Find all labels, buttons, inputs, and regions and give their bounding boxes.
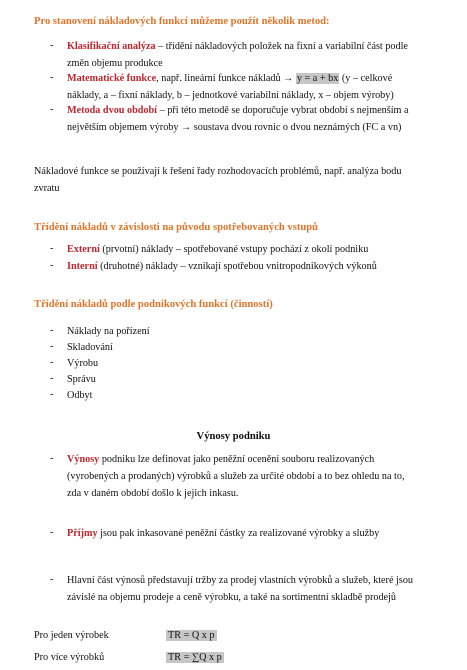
formula-label: Pro více výrobků xyxy=(34,652,105,663)
term-vynosy: Výnosy xyxy=(67,454,100,465)
term-matematicke: Matematické funkce xyxy=(67,73,157,84)
bullet-dash: - xyxy=(50,243,54,254)
section-heading-methods: Pro stanovení nákladových funkcí můžeme použít několik metod: xyxy=(34,16,330,27)
bullet-dash: - xyxy=(50,260,54,271)
intro-paragraph: Nákladové funkce se používají k řešení řady rozhodovacích problémů, např. analýza bodu zvratu xyxy=(34,166,402,194)
bullet-dash: - xyxy=(50,104,54,115)
section-heading-origin: Třídění nákladů v závislosti na původu spotřebovaných vstupů xyxy=(34,222,319,233)
formula-label: Pro jeden výrobek xyxy=(34,630,109,641)
formula-highlight: y = a + bx xyxy=(296,73,339,84)
formula-value: TR = ∑Q x p xyxy=(168,652,222,663)
formula-value: TR = Q x p xyxy=(168,630,215,641)
term-metoda-dvou-obdobi: Metoda dvou období xyxy=(67,105,158,116)
term-interni: Interní xyxy=(67,261,98,272)
section-title-vynosy: Výnosy podniku xyxy=(196,431,271,442)
document-page: Pro stanovení nákladových funkcí můžeme použít několik metod: - Klasifikační analýza – třídění nákladových položek na fixní a variabilní část podle změn objemu produkce - Matematické funkce, např. lineární funkce nákladů → y = a + bx (y – celkové náklady, a – fixní náklady, b – jednotkové variabilní náklady, x – objem výroby) - Metoda dvou období – při této metodě se doporučuje vybrat období s nejmenším a největším objemem výroby → soustava dvou rovnic o dvou neznámých (FC a vn) Nákladové funkce se používají k řešení řady rozhodovacích problémů, např. analýza bodu zvratu Třídění nákladů v závislosti na původu spotřebovaných vstupů - Externí (prvotní) náklady – spotřebované vstupy pochází z okolí podniku - Interní (druhotné) náklady – vznikají spotřebou vnitropodnikových výkonů Třídění nákladů podle podnikových funkcí (činností) - Náklady na pořízení - Skladování - Výrobu - Správu - Odbyt Výnosy podniku - Výnosy podniku lze definovat jako peněžní ocenění souboru realizovaných (vyrobených a prodaných) výrobků a služeb za určité období a to bez ohledu na to, zda v daném období došlo k jejich inkasu. - Příjmy jsou pak inkasované peněžní částky za realizované výrobky a služby - Hlavní část výnosů představují tržby za prodej vlastních výrobků a služeb, které jsou závislé na objemu prodeje a ceně výrobku, a také na sortimentní skladbě prodejů Pro jeden výrobek TR = Q x p Pro více výrobků TR = ∑Q x p xyxy=(0,0,467,670)
bullet-dash: - xyxy=(50,40,54,51)
term-prijmy: Příjmy xyxy=(67,528,98,539)
term-klasifikacni: Klasifikační analýza xyxy=(67,41,156,52)
term-externi: Externí xyxy=(67,244,100,255)
section-heading-functions: Třídění nákladů podle podnikových funkcí (činností) xyxy=(34,299,273,310)
bullet-dash: - xyxy=(50,72,54,83)
